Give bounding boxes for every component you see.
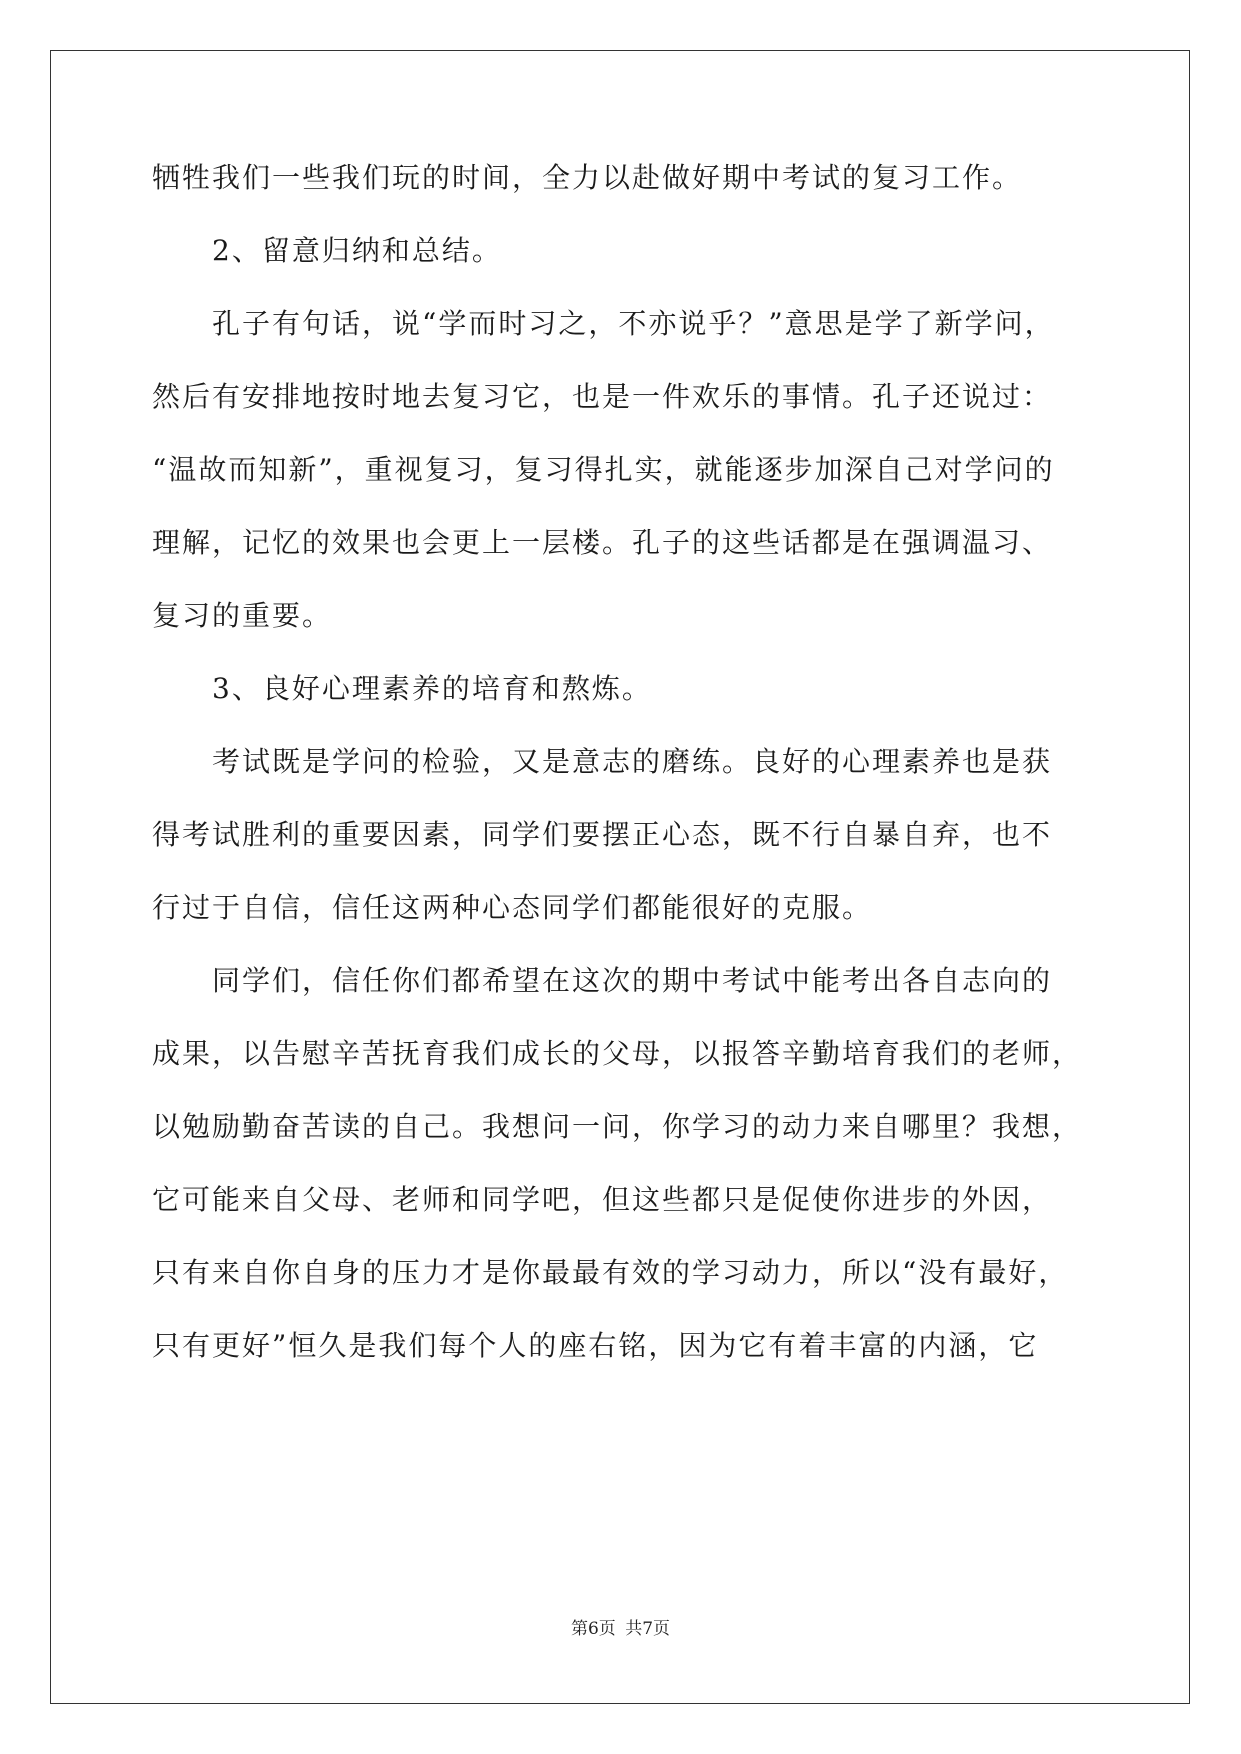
- total-pages-label: 共7页: [625, 1619, 671, 1639]
- text-line: 3、良好心理素养的培育和熬炼。: [212, 672, 652, 705]
- text-line: 只有来自你自身的压力才是你最最有效的学习动力，所以“没有最好，: [152, 1256, 1069, 1289]
- text-line: 它可能来自父母、老师和同学吧，但这些都只是促使你进步的外因，: [152, 1183, 1053, 1216]
- text-line: 以勉励勤奋苦读的自己。我想问一问，你学习的动力来自哪里？我想，: [152, 1110, 1083, 1143]
- text-line: 同学们，信任你们都希望在这次的期中考试中能考出各自志向的: [212, 964, 1053, 997]
- current-page-label: 第6页: [570, 1619, 616, 1639]
- document-body: [152, 162, 1092, 1403]
- text-line: 复习的重要。: [152, 599, 333, 632]
- text-line: 牺牲我们一些我们玩的时间，全力以赴做好期中考试的复习工作。: [152, 161, 1023, 194]
- text-line: 成果，以告慰辛苦抚育我们成长的父母，以报答辛勤培育我们的老师，: [152, 1037, 1083, 1070]
- text-line: 然后有安排地按时地去复习它，也是一件欢乐的事情。孔子还说过：: [152, 380, 1053, 413]
- text-line: 得考试胜利的重要因素，同学们要摆正心态，既不行自暴自弃，也不: [152, 818, 1053, 851]
- text-line: 行过于自信，信任这两种心态同学们都能很好的克服。: [152, 891, 873, 924]
- text-line: 只有更好”恒久是我们每个人的座右铭，因为它有着丰富的内涵，它: [152, 1329, 1039, 1362]
- text-line: 2、留意归纳和总结。: [212, 234, 502, 267]
- text-line: 考试既是学问的检验，又是意志的磨练。良好的心理素养也是获: [212, 745, 1053, 778]
- page-footer: [0, 1614, 1241, 1639]
- text-line: 理解，记忆的效果也会更上一层楼。孔子的这些话都是在强调温习、: [152, 526, 1053, 559]
- text-line: 孔子有句话，说“学而时习之，不亦说乎？”意思是学了新学问，: [212, 307, 1055, 340]
- text-line: “温故而知新”，重视复习，复习得扎实，就能逐步加深自己对学问的: [152, 453, 1055, 486]
